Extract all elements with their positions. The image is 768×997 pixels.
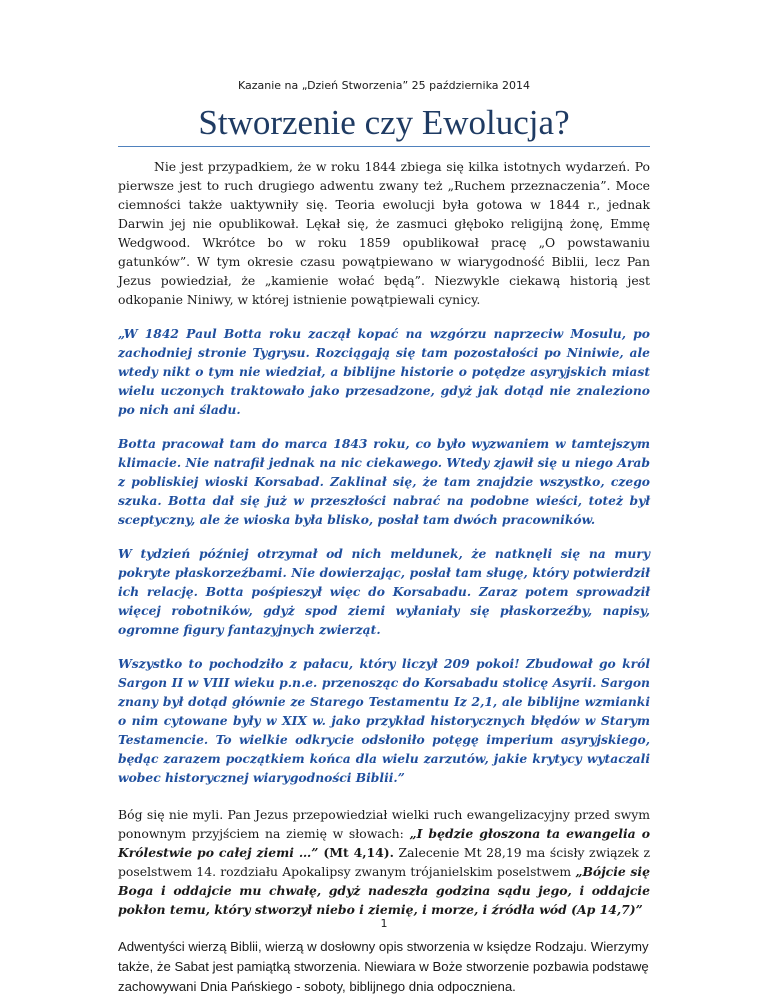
quote-paragraph-1: „W 1842 Paul Botta roku zaczął kopać na wzgórzu naprzeciw Mosulu, po zachodniej stronie Tygrysu. Rozciągają się tam pozostałości po Niniwie, ale wtedy nikt o tym nie wiedział, a biblijne historie o potędze asyryjskich miast wielu uczonych traktowało jako przesadzone, gdyż jak dotąd nie znaleziono po nich ani śladu.	[118, 326, 650, 417]
quote-paragraph-2: Botta pracował tam do marca 1843 roku, co było wyzwaniem w tamtejszym klimacie. Nie natrafił jednak na nic ciekawego. Wtedy zjawił się u niego Arab z pobliskiej wioski Korsabad. Zaklinał się, że tam znajdzie wszystko, czego szuka. Botta dał się już w przeszłości nabrać na podobne wieści, toteż był sceptyczny, ale że wioska była blisko, posłał tam dwóch pracowników.	[118, 436, 650, 527]
quote-paragraph-4: Wszystko to pochodziło z pałacu, który liczył 209 pokoi! Zbudował go król Sargon II w VIII wieku p.n.e. przenosząc do Korsabadu stolicę Asyrii. Sargon znany był dotąd głównie ze Starego Testamentu Iz 2,1, ale biblijne wzmianki o nim cytowane były w XIX w. jako przykład historycznych błędów w Starym Testamencie. To wielkie odkrycie odsłoniło potęgę imperium asyryjskiego, będąc zarazem początkiem końca dla wielu zarzutów, jakie krytycy wytaczali wobec historycznej wiarygodności Biblii.”	[118, 656, 650, 785]
gospel-text-1: Bóg się nie myli. Pan Jezus przepowiedział wielki ruch ewangelizacyjny przed swym ponownym przyjściem na ziemię w słowach:	[118, 807, 650, 841]
gospel-ref-1: (Mt 4,14).	[318, 845, 394, 860]
page-number: 1	[380, 917, 388, 930]
intro-paragraph: Nie jest przypadkiem, że w roku 1844 zbiega się kilka istotnych wydarzeń. Po pierwsze jest to ruch drugiego adwentu zwany też „Ruchem przeznaczenia”. Moce ciemności także uaktywniły się. Teoria ewolucji była gotowa w 1844 r., jednak Darwin jej nie opublikował. Lękał się, że zasmuci głęboko religijną żonę, Emmę Wedgwood. Wkrótce bo w roku 1859 opublikował pracę „O powstawaniu gatunków”. W tym okresie czasu powątpiewano w wiarygodność Biblii, lecz Pan Jezus powiedział, że „kamienie wołać będą”. Niezwykle ciekawą historią jest odkopanie Niniwy, w której istnienie powątpiewali cynicy.	[118, 159, 650, 307]
document-body	[118, 157, 650, 997]
document-header: Kazanie na „Dzień Stworzenia” 25 października 2014	[237, 79, 530, 92]
gospel-quote-2: „Bójcie się Boga i oddajcie mu chwałę, gdyż nadeszła godzina sądu jego, i oddajcie pokłon temu, który stworzył niebo i ziemię, i morze, i źródła wód (Ap 14,7)”	[118, 864, 650, 917]
page-title: Stworzenie czy Ewolucja?	[198, 103, 570, 142]
adventists-paragraph: Adwentyści wierzą Biblii, wierzą w dosłowny opis stworzenia w księdze Rodzaju. Wierzymy także, że Sabat jest pamiątką stworzenia. Niewiara w Boże stworzenie pozbawia podstawę zachowywani Dnia Pańskiego - soboty, biblijnego dnia odpoczniena.	[118, 939, 649, 994]
quote-paragraph-3: W tydzień później otrzymał od nich meldunek, że natknęli się na mury pokryte płaskorzeźbami. Nie dowierzając, posłał tam sługę, który potwierdził ich relację. Botta pośpieszył więc do Korsabadu. Zaraz potem sprowadził więcej robotników, gdyż spod ziemi wyłaniały się płaskorzeźby, napisy, ogromne figury fantazyjnych zwierząt.	[118, 546, 650, 637]
gospel-text-2: Zalecenie Mt 28,19 ma ścisły związek z poselstwem 14. rozdziału Apokalipsy zwanym trójanielskim poselstwem	[118, 845, 650, 879]
gospel-paragraph	[118, 805, 650, 919]
gospel-quote-1: „I będzie głoszona ta ewangelia o Królestwie po całej ziemi …”	[118, 826, 650, 860]
title-underline	[118, 146, 650, 147]
